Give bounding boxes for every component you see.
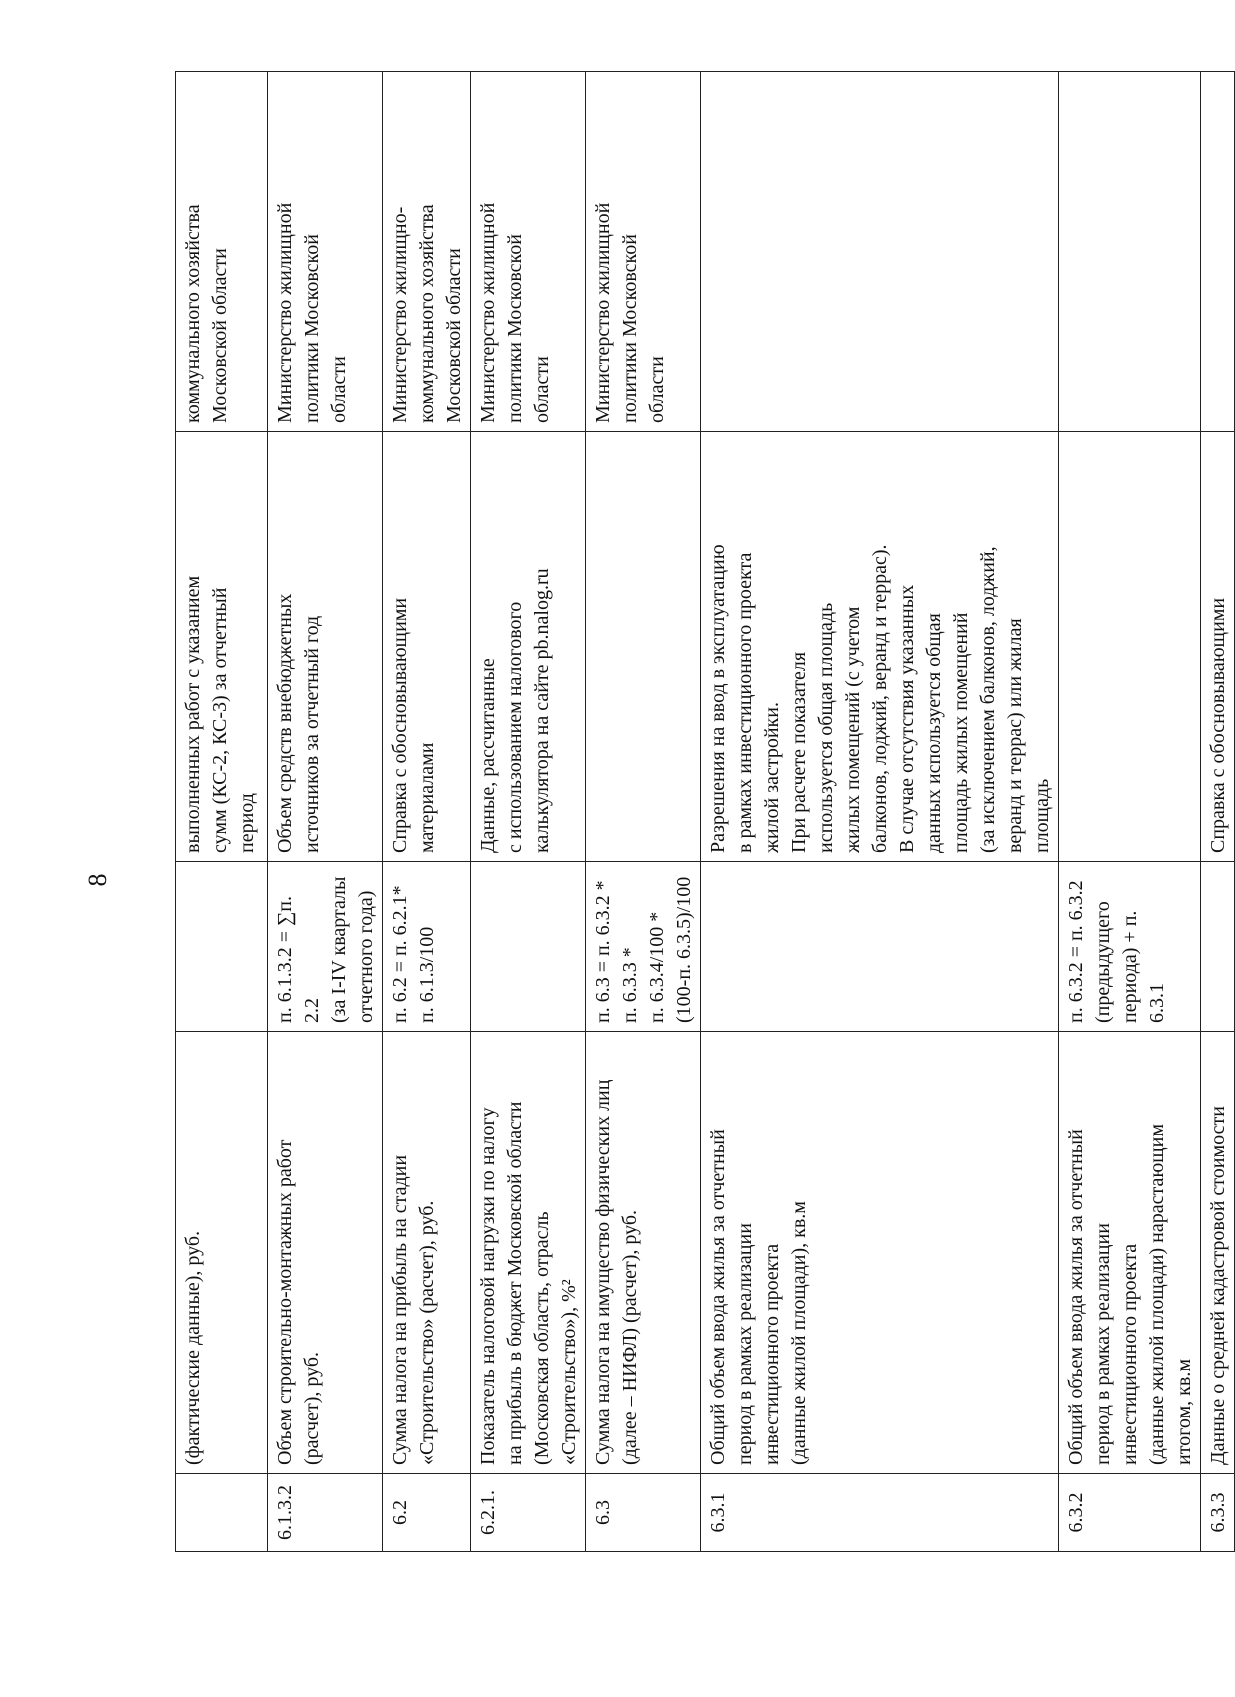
cell-number <box>176 1474 268 1552</box>
cell-responsible <box>1201 72 1235 432</box>
table-row <box>586 72 701 1552</box>
cell-text-line: площадь <box>1031 778 1053 853</box>
cell-text-line: веранд и террас) или жилая <box>1004 618 1026 853</box>
cell-source <box>1201 432 1235 862</box>
cell-text-line: периода) + п. 6.3.1 <box>1119 910 1168 1023</box>
cell-responsible <box>471 72 586 432</box>
cell-text-line: период в рамках реализации <box>734 1223 756 1465</box>
cell-text-line: сумм (КС-2, КС-3) за отчетный <box>209 587 231 853</box>
cell-text-line: итогом, кв.м <box>1173 1359 1195 1465</box>
cell-text-line: В случае отсутствия указанных <box>896 584 918 853</box>
cell-text-line: источников за отчетный год <box>301 615 323 853</box>
cell-text-line: Показатель налоговой нагрузки по налогу <box>477 1107 499 1465</box>
cell-indicator <box>383 1032 471 1474</box>
cell-source <box>268 432 383 862</box>
cell-text-line: Сумма налога на прибыль на стадии <box>389 1154 411 1465</box>
table-row <box>268 72 383 1552</box>
cell-text-line: период <box>236 793 258 853</box>
cell-text-line: политики Московской <box>619 234 641 423</box>
cell-text-line: используется общая площадь <box>815 602 837 853</box>
cell-text-line: При расчете показателя <box>788 651 810 853</box>
cell-text-line: Министерство жилищной <box>274 202 296 423</box>
cell-text-line: п. 6.2 = п. 6.2.1* <box>389 885 411 1023</box>
cell-indicator <box>268 1032 383 1474</box>
cell-text-line: (за I-IV кварталы <box>328 876 350 1023</box>
cell-text-line: (Московская область, отрасль <box>531 1211 553 1465</box>
cell-text-line: области <box>531 356 553 423</box>
cell-text-line: отчетного года) <box>355 890 377 1023</box>
cell-source <box>383 432 471 862</box>
cell-formula <box>701 862 1059 1032</box>
cell-number: 6.3 <box>586 1474 701 1552</box>
cell-source <box>176 432 268 862</box>
cell-formula <box>176 862 268 1032</box>
cell-text-line: (далее – НИФЛ) (расчет), руб. <box>619 1209 641 1465</box>
cell-indicator <box>586 1032 701 1474</box>
cell-text-line: выполненных работ с указанием <box>182 575 204 853</box>
cell-text-line: п. 6.3.3 * <box>619 947 641 1023</box>
cell-indicator <box>1201 1032 1235 1474</box>
cell-formula <box>1059 862 1201 1032</box>
cell-text-line: Данные, рассчитанные <box>477 658 499 853</box>
cell-formula <box>471 862 586 1032</box>
cell-text-line: п. 6.1.3.2 = ∑п. 2.2 <box>274 896 323 1023</box>
cell-text-line: п. 6.3.4/100 * <box>646 911 668 1023</box>
cell-text-line: (100-п. 6.3.5)/100 <box>673 876 695 1023</box>
cell-formula <box>586 862 701 1032</box>
cell-responsible <box>1059 72 1201 432</box>
cell-number: 6.3.2 <box>1059 1474 1201 1552</box>
cell-source <box>471 432 586 862</box>
cell-formula <box>268 862 383 1032</box>
rotated-table-page <box>175 72 1229 1552</box>
table-row <box>1059 72 1201 1552</box>
cell-text-line: (за исключением балконов, лоджий, <box>977 546 999 853</box>
cell-responsible <box>586 72 701 432</box>
cell-text-line: Московской области <box>443 248 465 423</box>
cell-text-line: с использованием налогового <box>504 601 526 853</box>
cell-responsible <box>383 72 471 432</box>
cell-responsible <box>176 72 268 432</box>
cell-text-line: политики Московской <box>504 234 526 423</box>
cell-number: 6.2 <box>383 1474 471 1552</box>
cell-indicator <box>1059 1032 1201 1474</box>
cell-text-line: инвестиционного проекта <box>1119 1243 1141 1465</box>
cell-text-line: Объем средств внебюджетных <box>274 593 296 853</box>
cell-text-line: Данные о средней кадастровой стоимости <box>1207 1106 1229 1465</box>
cell-indicator <box>176 1032 268 1474</box>
cell-text-line: балконов, лоджий, веранд и террас). <box>869 544 891 853</box>
cell-text-line: жилой застройки. <box>761 702 783 853</box>
cell-text-line: площадь жилых помещений <box>950 612 972 853</box>
cell-text-line: п. 6.3 = п. 6.3.2 * <box>592 880 614 1023</box>
cell-text-line: «Строительство» (расчет), руб. <box>416 1200 438 1465</box>
cell-text-line: данных используется общая <box>923 613 945 853</box>
cell-number: 6.1.3.2 <box>268 1474 383 1552</box>
cell-text-line: п. 6.1.3/100 <box>416 926 438 1023</box>
table-row <box>176 72 268 1552</box>
cell-number: 6.2.1. <box>471 1474 586 1552</box>
cell-text-line: Министерство жилищной <box>592 202 614 423</box>
cell-text-line: в рамках инвестиционного проекта <box>734 552 756 853</box>
cell-number: 6.3.3 <box>1201 1474 1235 1552</box>
cell-text-line: Справка с обосновывающими <box>1207 597 1229 853</box>
cell-text-line: коммунального хозяйства <box>182 204 204 423</box>
cell-text-line: Сумма налога на имущество физических лиц <box>592 1079 614 1465</box>
cell-text-line: (данные жилой площади), кв.м <box>788 1201 810 1465</box>
cell-text-line: политики Московской <box>301 234 323 423</box>
cell-text-line: п. 6.3.2 = п. 6.3.2 <box>1065 880 1087 1023</box>
table-row <box>471 72 586 1552</box>
table-row <box>701 72 1059 1552</box>
cell-text-line: жилых помещений (с учетом <box>842 606 864 853</box>
cell-source <box>586 432 701 862</box>
cell-text-line: Общий объем ввода жилья за отчетный <box>1065 1129 1087 1465</box>
cell-text-line: (данные жилой площади) нарастающим <box>1146 1123 1168 1465</box>
table-row <box>1201 72 1235 1552</box>
cell-text-line: материалами <box>416 742 438 853</box>
cell-text-line: калькулятора на сайте pb.nalog.ru <box>531 568 553 853</box>
cell-responsible <box>268 72 383 432</box>
cell-text-line: инвестиционного проекта <box>761 1243 783 1465</box>
cell-indicator <box>701 1032 1059 1474</box>
cell-text-line: Объем строительно-монтажных работ <box>274 1139 296 1465</box>
cell-text-line: на прибыль в бюджет Московской области <box>504 1101 526 1465</box>
cell-source <box>1059 432 1201 862</box>
table-row <box>383 72 471 1552</box>
indicators-table <box>175 71 1235 1552</box>
cell-text-line: (расчет), руб. <box>301 1352 323 1465</box>
cell-text-line: Министерство жилищно- <box>389 206 411 423</box>
page-number: 8 <box>83 873 112 887</box>
cell-number: 6.3.1 <box>701 1474 1059 1552</box>
cell-text-line: (фактические данные), руб. <box>182 1230 204 1465</box>
cell-text-line: Справка с обосновывающими <box>389 597 411 853</box>
cell-formula <box>383 862 471 1032</box>
cell-text-line: области <box>328 356 350 423</box>
cell-text-line: Общий объем ввода жилья за отчетный <box>707 1129 729 1465</box>
cell-formula <box>1201 862 1235 1032</box>
cell-text-line: (предыдущего <box>1092 901 1114 1023</box>
cell-text-line: Министерство жилищной <box>477 202 499 423</box>
cell-text-line: Московской области <box>209 248 231 423</box>
cell-text-line: период в рамках реализации <box>1092 1223 1114 1465</box>
cell-text-line: коммунального хозяйства <box>416 204 438 423</box>
cell-text-line: области <box>646 356 668 423</box>
cell-responsible <box>701 72 1059 432</box>
cell-indicator <box>471 1032 586 1474</box>
cell-source <box>701 432 1059 862</box>
cell-text-line: «Строительство»), %² <box>558 1279 580 1465</box>
cell-text-line: Разрешения на ввод в эксплуатацию <box>707 544 729 853</box>
